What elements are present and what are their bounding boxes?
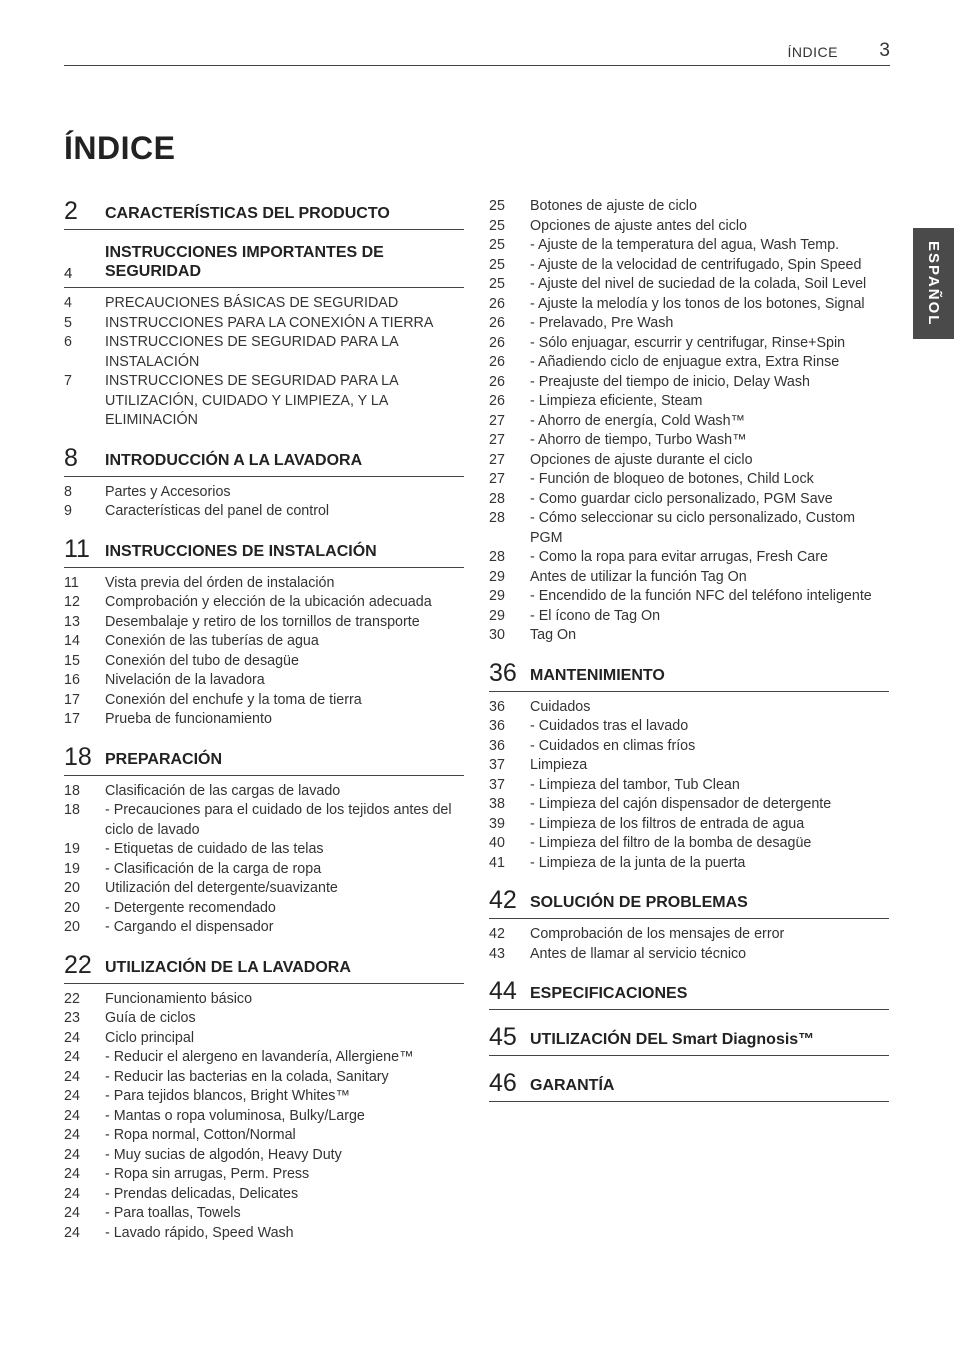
entry-title: - Cuidados en climas fríos <box>530 737 696 754</box>
entry-title: Comprobación y elección de la ubicación adecuada <box>105 594 432 610</box>
toc-entry[interactable] <box>64 1048 464 1068</box>
entry-page-number: 26 <box>489 315 505 331</box>
entry-page-number: 25 <box>489 276 505 292</box>
entry-page-number: 25 <box>489 217 505 234</box>
entry-title: Guía de ciclos <box>105 1010 196 1026</box>
toc-entry[interactable] <box>489 392 889 412</box>
entry-page-number: 24 <box>64 1049 80 1065</box>
toc-entry-list <box>64 782 464 938</box>
entry-title: - Cómo seleccionar su ciclo personalizado, Custom PGM <box>530 510 855 546</box>
entry-title: Características del panel de control <box>105 503 330 519</box>
entry-page-number: 24 <box>64 1127 80 1143</box>
toc-entry[interactable] <box>64 1009 464 1029</box>
entry-page-number: 18 <box>64 782 80 799</box>
entry-title: Utilización del detergente/suavizante <box>105 880 338 896</box>
toc-section-heading[interactable] <box>64 243 464 288</box>
section-page-number: 8 <box>64 443 78 472</box>
entry-page-number: 27 <box>489 412 505 429</box>
entry-page-number: 15 <box>64 652 80 669</box>
toc-entry[interactable] <box>64 483 464 503</box>
entry-page-number: 5 <box>64 314 72 331</box>
toc-entry[interactable] <box>489 568 889 588</box>
entry-page-number: 27 <box>489 432 505 448</box>
toc-entry[interactable] <box>64 632 464 652</box>
entry-title: Limpieza <box>530 757 588 773</box>
entry-title: Funcionamiento básico <box>105 990 253 1007</box>
entry-title: - Prendas delicadas, Delicates <box>105 1185 299 1202</box>
toc-entry[interactable] <box>489 587 889 607</box>
toc-entry[interactable] <box>64 314 464 334</box>
toc-entry[interactable] <box>489 815 889 835</box>
section-title: CARACTERÍSTICAS DEL PRODUCTO <box>105 205 390 222</box>
toc-entry[interactable] <box>489 717 889 737</box>
entry-page-number: 24 <box>64 1068 80 1085</box>
entry-page-number: 26 <box>489 334 505 351</box>
entry-page-number: 7 <box>64 373 72 389</box>
section-title: INSTRUCCIONES IMPORTANTES DE SEGURIDAD <box>105 244 384 280</box>
section-page-number: 4 <box>64 265 73 282</box>
header-section-label: ÍNDICE <box>787 44 838 60</box>
entry-title: - Detergente recomendado <box>105 899 276 916</box>
toc-entry[interactable] <box>64 294 464 314</box>
entry-page-number: 20 <box>64 880 80 896</box>
entry-title: Botones de ajuste de ciclo <box>530 198 697 214</box>
toc-entry[interactable] <box>64 1087 464 1107</box>
entry-title: - Cargando el dispensador <box>105 919 274 935</box>
toc-entry[interactable] <box>64 1165 464 1185</box>
entry-title: - Para toallas, Towels <box>105 1205 241 1221</box>
toc-entry[interactable] <box>64 652 464 672</box>
toc-section-heading[interactable] <box>489 886 889 919</box>
section-title: GARANTÍA <box>530 1077 615 1094</box>
entry-title: - Muy sucias de algodón, Heavy Duty <box>105 1146 342 1163</box>
toc-section-heading[interactable] <box>64 444 464 477</box>
entry-page-number: 36 <box>489 698 505 715</box>
entry-title: - Ahorro de tiempo, Turbo Wash™ <box>530 432 747 448</box>
section-page-number: 18 <box>64 742 92 771</box>
section-page-number: 2 <box>64 197 78 225</box>
entry-page-number: 13 <box>64 613 80 630</box>
entry-page-number: 14 <box>64 633 80 649</box>
toc-section-heading[interactable] <box>489 1069 889 1102</box>
toc-entry[interactable] <box>489 698 889 718</box>
toc-entry[interactable] <box>64 782 464 802</box>
entry-page-number: 26 <box>489 354 505 370</box>
toc-entry[interactable] <box>489 275 889 295</box>
entry-title: - Como la ropa para evitar arrugas, Fresh Care <box>530 549 828 565</box>
entry-page-number: 25 <box>489 256 505 273</box>
toc-entry[interactable] <box>64 1146 464 1166</box>
entry-page-number: 42 <box>489 926 505 942</box>
entry-page-number: 17 <box>64 691 80 708</box>
toc-entry[interactable] <box>489 626 889 646</box>
entry-page-number: 24 <box>64 1224 80 1241</box>
entry-title: - Reducir las bacterias en la colada, Sanitary <box>105 1068 389 1085</box>
entry-page-number: 20 <box>64 899 80 916</box>
entry-title: - Como guardar ciclo personalizado, PGM Save <box>530 490 833 507</box>
toc-entry[interactable] <box>64 372 464 431</box>
entry-title: Desembalaje y retiro de los tornillos de transporte <box>105 613 420 630</box>
toc-entry[interactable] <box>489 490 889 510</box>
entry-page-number: 24 <box>64 1107 80 1124</box>
toc-entry[interactable] <box>64 671 464 691</box>
toc-column-right <box>489 197 889 1108</box>
entry-title: - El ícono de Tag On <box>530 607 661 624</box>
toc-entry[interactable] <box>64 1068 464 1088</box>
toc-entry-list <box>489 197 889 646</box>
entry-title: Tag On <box>530 627 577 643</box>
entry-page-number: 30 <box>489 627 505 643</box>
entry-page-number: 36 <box>489 737 505 754</box>
header-page-number: 3 <box>879 40 890 61</box>
entry-title: Prueba de funcionamiento <box>105 711 272 727</box>
entry-page-number: 22 <box>64 990 80 1007</box>
entry-page-number: 26 <box>489 393 505 409</box>
entry-title: - Limpieza de la junta de la puerta <box>530 854 746 871</box>
entry-title: INSTRUCCIONES DE SEGURIDAD PARA LA UTILIZACIÓN, CUIDADO Y LIMPIEZA, Y LA ELIMINACIÓN <box>105 373 398 428</box>
toc-entry[interactable] <box>489 295 889 315</box>
toc-entry[interactable] <box>489 431 889 451</box>
entry-page-number: 4 <box>64 295 72 311</box>
entry-page-number: 8 <box>64 483 72 500</box>
toc-entry[interactable] <box>489 314 889 334</box>
toc-entry[interactable] <box>64 333 464 372</box>
entry-title: - Sólo enjuagar, escurrir y centrifugar, Rinse+Spin <box>530 334 846 351</box>
toc-entry-list <box>64 294 464 431</box>
toc-column-left <box>64 197 464 1245</box>
toc-entry[interactable] <box>64 1204 464 1224</box>
toc-section-heading[interactable] <box>489 977 889 1010</box>
entry-title: - Mantas o ropa voluminosa, Bulky/Large <box>105 1107 365 1124</box>
entry-page-number: 18 <box>64 802 80 818</box>
toc-entry[interactable] <box>489 236 889 256</box>
entry-title: Clasificación de las cargas de lavado <box>105 782 341 799</box>
entry-title: - Ropa sin arrugas, Perm. Press <box>105 1166 310 1182</box>
entry-title: - Limpieza de los filtros de entrada de agua <box>530 815 805 832</box>
entry-title: - Precauciones para el cuidado de los tejidos antes del ciclo de lavado <box>105 802 452 838</box>
entry-title: - Añadiendo ciclo de enjuague extra, Extra Rinse <box>530 354 840 370</box>
toc-entry[interactable] <box>64 899 464 919</box>
entry-title: - Reducir el alergeno en lavandería, Allergiene™ <box>105 1049 414 1065</box>
toc-entry[interactable] <box>64 593 464 613</box>
entry-title: Cuidados <box>530 698 591 715</box>
entry-page-number: 19 <box>64 841 80 857</box>
toc-entry[interactable] <box>489 795 889 815</box>
toc-entry[interactable] <box>489 412 889 432</box>
entry-page-number: 24 <box>64 1088 80 1104</box>
toc-entry[interactable] <box>64 801 464 840</box>
entry-page-number: 26 <box>489 373 505 390</box>
toc-entry[interactable] <box>489 945 889 965</box>
entry-title: INSTRUCCIONES PARA LA CONEXIÓN A TIERRA <box>105 314 434 331</box>
entry-title: - Prelavado, Pre Wash <box>530 315 674 331</box>
entry-page-number: 37 <box>489 757 505 773</box>
entry-page-number: 9 <box>64 503 72 519</box>
toc-section-heading[interactable] <box>489 659 889 692</box>
entry-title: Vista previa del órden de instalación <box>105 574 335 591</box>
entry-title: Nivelación de la lavadora <box>105 672 265 688</box>
entry-page-number: 28 <box>489 549 505 565</box>
entry-page-number: 24 <box>64 1166 80 1182</box>
toc-section-heading[interactable] <box>489 1023 889 1056</box>
toc-entry[interactable] <box>489 834 889 854</box>
entry-title: Conexión de las tuberías de agua <box>105 633 319 649</box>
toc-entry[interactable] <box>489 470 889 490</box>
toc-entry[interactable] <box>489 451 889 471</box>
entry-title: Antes de utilizar la función Tag On <box>530 568 747 585</box>
entry-title: Conexión del tubo de desagüe <box>105 652 299 669</box>
entry-page-number: 40 <box>489 835 505 851</box>
entry-page-number: 19 <box>64 860 80 877</box>
entry-page-number: 11 <box>64 574 79 591</box>
entry-page-number: 29 <box>489 607 505 624</box>
section-title: INSTRUCCIONES DE INSTALACIÓN <box>105 542 377 560</box>
entry-page-number: 28 <box>489 510 505 526</box>
entry-title: Opciones de ajuste antes del ciclo <box>530 217 747 234</box>
toc-entry[interactable] <box>64 1126 464 1146</box>
entry-title: INSTRUCCIONES DE SEGURIDAD PARA LA INSTALACIÓN <box>105 334 398 370</box>
section-page-number: 22 <box>64 950 92 979</box>
toc-entry[interactable] <box>489 607 889 627</box>
page-title: ÍNDICE <box>64 130 176 166</box>
entry-title: - Lavado rápido, Speed Wash <box>105 1224 294 1241</box>
toc-entry[interactable] <box>489 737 889 757</box>
entry-page-number: 20 <box>64 919 80 935</box>
section-title: INTRODUCCIÓN A LA LAVADORA <box>105 451 363 469</box>
toc-entry[interactable] <box>64 840 464 860</box>
toc-entry[interactable] <box>64 918 464 938</box>
toc-entry[interactable] <box>489 854 889 874</box>
entry-title: - Limpieza del tambor, Tub Clean <box>530 776 740 793</box>
entry-page-number: 6 <box>64 334 72 350</box>
entry-title: - Limpieza del filtro de la bomba de desagüe <box>530 835 812 851</box>
section-title: SOLUCIÓN DE PROBLEMAS <box>530 894 748 911</box>
entry-page-number: 28 <box>489 490 505 507</box>
toc-entry[interactable] <box>489 256 889 276</box>
section-page-number: 45 <box>489 1023 517 1051</box>
entry-page-number: 37 <box>489 776 505 793</box>
entry-page-number: 24 <box>64 1185 80 1202</box>
toc-entry[interactable] <box>64 613 464 633</box>
toc-entry-list <box>489 698 889 874</box>
toc-section-heading[interactable] <box>64 951 464 984</box>
entry-page-number: 39 <box>489 815 505 832</box>
toc-entry[interactable] <box>489 509 889 548</box>
toc-entry[interactable] <box>64 860 464 880</box>
entry-page-number: 26 <box>489 295 505 312</box>
entry-page-number: 27 <box>489 451 505 468</box>
entry-page-number: 24 <box>64 1205 80 1221</box>
entry-title: - Ahorro de energía, Cold Wash™ <box>530 412 745 429</box>
toc-entry[interactable] <box>489 353 889 373</box>
toc-entry[interactable] <box>64 1224 464 1244</box>
entry-title: Opciones de ajuste durante el ciclo <box>530 451 753 468</box>
toc-entry[interactable] <box>64 691 464 711</box>
toc-entry-list <box>64 990 464 1244</box>
toc-entry-list <box>489 925 889 964</box>
entry-title: - Cuidados tras el lavado <box>530 718 689 734</box>
toc-entry[interactable] <box>64 710 464 730</box>
toc-entry[interactable] <box>489 334 889 354</box>
entry-page-number: 43 <box>489 945 505 962</box>
toc-entry[interactable] <box>489 217 889 237</box>
entry-page-number: 24 <box>64 1146 80 1163</box>
entry-title: - Preajuste del tiempo de inicio, Delay Wash <box>530 373 810 390</box>
toc-section-heading[interactable] <box>64 197 464 230</box>
toc-section-heading[interactable] <box>64 743 464 776</box>
toc-entry[interactable] <box>64 1107 464 1127</box>
entry-page-number: 12 <box>64 594 80 610</box>
entry-title: Partes y Accesorios <box>105 483 231 500</box>
entry-title: - Ajuste del nivel de suciedad de la colada, Soil Level <box>530 276 867 292</box>
toc-entry[interactable] <box>64 574 464 594</box>
toc-entry[interactable] <box>64 1185 464 1205</box>
entry-title: - Para tejidos blancos, Bright Whites™ <box>105 1088 350 1104</box>
section-title: MANTENIMIENTO <box>530 666 665 684</box>
entry-title: PRECAUCIONES BÁSICAS DE SEGURIDAD <box>105 295 399 311</box>
toc-entry[interactable] <box>489 548 889 568</box>
toc-section-heading[interactable] <box>64 535 464 568</box>
toc-entry[interactable] <box>64 502 464 522</box>
entry-title: - Ropa normal, Cotton/Normal <box>105 1127 296 1143</box>
entry-page-number: 29 <box>489 568 505 585</box>
entry-title: - Limpieza eficiente, Steam <box>530 393 703 409</box>
toc-entry-list <box>64 574 464 730</box>
page-header <box>64 36 890 66</box>
section-title: UTILIZACIÓN DEL Smart Diagnosis™ <box>530 1031 815 1048</box>
entry-title: - Ajuste de la velocidad de centrifugado, Spin Speed <box>530 256 862 273</box>
toc-entry-list <box>64 483 464 522</box>
section-page-number: 44 <box>489 977 517 1005</box>
entry-title: - Función de bloqueo de botones, Child Lock <box>530 471 814 487</box>
language-tab: ESPAÑOL <box>913 228 954 339</box>
toc-entry[interactable] <box>489 756 889 776</box>
entry-page-number: 41 <box>489 854 505 871</box>
entry-title: Ciclo principal <box>105 1029 194 1046</box>
entry-page-number: 24 <box>64 1029 80 1046</box>
entry-page-number: 27 <box>489 471 505 487</box>
entry-page-number: 23 <box>64 1010 80 1026</box>
entry-title: - Etiquetas de cuidado de las telas <box>105 841 324 857</box>
entry-title: - Ajuste de la temperatura del agua, Wash Temp. <box>530 237 840 253</box>
section-page-number: 11 <box>64 534 90 563</box>
entry-title: Antes de llamar al servicio técnico <box>530 945 747 962</box>
entry-title: - Ajuste la melodía y los tonos de los botones, Signal <box>530 295 865 312</box>
toc-entry[interactable] <box>64 990 464 1010</box>
toc-entry[interactable] <box>489 925 889 945</box>
toc-entry[interactable] <box>489 373 889 393</box>
entry-title: - Encendido de la función NFC del teléfono inteligente <box>530 588 872 604</box>
toc-entry[interactable] <box>489 776 889 796</box>
entry-page-number: 16 <box>64 672 80 688</box>
section-page-number: 42 <box>489 886 517 914</box>
entry-title: Comprobación de los mensajes de error <box>530 926 785 942</box>
entry-page-number: 25 <box>489 237 505 253</box>
section-title: ESPECIFICACIONES <box>530 985 688 1002</box>
entry-title: - Clasificación de la carga de ropa <box>105 860 322 877</box>
entry-title: - Limpieza del cajón dispensador de detergente <box>530 796 832 812</box>
entry-page-number: 38 <box>489 796 505 812</box>
entry-page-number: 29 <box>489 588 505 604</box>
toc-entry[interactable] <box>489 197 889 217</box>
entry-page-number: 36 <box>489 718 505 734</box>
section-title: PREPARACIÓN <box>105 750 223 768</box>
section-page-number: 46 <box>489 1069 517 1097</box>
toc-entry[interactable] <box>64 1029 464 1049</box>
section-title: UTILIZACIÓN DE LA LAVADORA <box>105 958 351 976</box>
entry-page-number: 25 <box>489 198 505 214</box>
section-page-number: 36 <box>489 658 517 687</box>
entry-title: Conexión del enchufe y la toma de tierra <box>105 691 362 708</box>
entry-page-number: 17 <box>64 711 80 727</box>
toc-entry[interactable] <box>64 879 464 899</box>
